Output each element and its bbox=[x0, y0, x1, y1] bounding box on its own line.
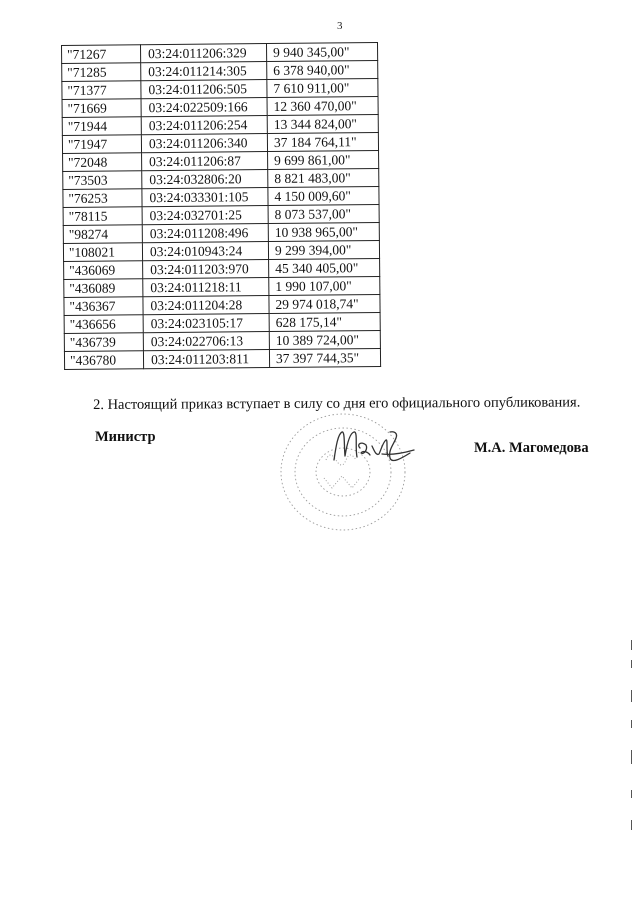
cadastral-value-cell: 12 360 470,00" bbox=[267, 96, 378, 115]
handwritten-signature bbox=[328, 424, 418, 474]
cadastral-number-cell: 03:24:011218:11 bbox=[143, 278, 269, 297]
registry-number-cell: "436089 bbox=[64, 279, 143, 298]
cadastral-value-cell: 8 821 483,00" bbox=[268, 168, 379, 187]
cadastral-number-cell: 03:24:011206:329 bbox=[141, 44, 267, 63]
cadastral-number-cell: 03:24:011206:505 bbox=[141, 80, 267, 99]
cadastral-number-cell: 03:24:023105:17 bbox=[143, 314, 269, 333]
cadastral-number-cell: 03:24:033301:105 bbox=[142, 188, 268, 207]
registry-number-cell: "71947 bbox=[62, 135, 141, 154]
registry-number-cell: "71669 bbox=[62, 99, 141, 118]
registry-number-cell: "76253 bbox=[63, 189, 142, 208]
registry-number-cell: "72048 bbox=[63, 153, 142, 172]
order-clause: 2. Настоящий приказ вступает в силу со дня его официального опубликования. bbox=[93, 394, 581, 413]
registry-number-cell: "98274 bbox=[63, 225, 142, 244]
registry-number-cell: "78115 bbox=[63, 207, 142, 226]
scan-edge-marks bbox=[628, 640, 636, 840]
signer-name: М.А. Магомедова bbox=[474, 440, 589, 456]
cadastral-number-cell: 03:24:011214:305 bbox=[141, 62, 267, 81]
cadastral-value-cell: 45 340 405,00" bbox=[269, 258, 380, 277]
cadastral-value-cell: 10 938 965,00" bbox=[268, 222, 379, 241]
cadastral-number-cell: 03:24:011206:340 bbox=[141, 134, 267, 153]
cadastral-value-cell: 1 990 107,00" bbox=[269, 276, 380, 295]
cadastral-value-cell: 13 344 824,00" bbox=[267, 114, 378, 133]
registry-number-cell: "436739 bbox=[64, 333, 143, 352]
cadastral-number-cell: 03:24:011208:496 bbox=[142, 224, 268, 243]
cadastral-value-cell: 9 299 394,00" bbox=[268, 240, 379, 259]
cadastral-number-cell: 03:24:011204:28 bbox=[143, 296, 269, 315]
cadastral-number-cell: 03:24:022509:166 bbox=[141, 98, 267, 117]
cadastral-number-cell: 03:24:032701:25 bbox=[142, 206, 268, 225]
cadastral-value-cell: 37 184 764,11" bbox=[267, 132, 378, 151]
page-number: 3 bbox=[337, 20, 343, 32]
registry-number-cell: "436656 bbox=[64, 315, 143, 334]
cadastral-value-cell: 8 073 537,00" bbox=[268, 204, 379, 223]
registry-number-cell: "71267 bbox=[62, 45, 141, 64]
cadastral-number-cell: 03:24:011203:970 bbox=[143, 260, 269, 279]
cadastral-value-cell: 4 150 009,60" bbox=[268, 186, 379, 205]
cadastral-number-cell: 03:24:010943:24 bbox=[142, 242, 268, 261]
registry-number-cell: "73503 bbox=[63, 171, 142, 190]
cadastral-value-cell: 9 940 345,00" bbox=[266, 42, 377, 61]
cadastral-value-cell: 37 397 744,35" bbox=[269, 348, 380, 367]
registry-number-cell: "436069 bbox=[64, 261, 143, 280]
cadastral-number-cell: 03:24:011206:254 bbox=[141, 116, 267, 135]
cadastral-value-cell: 7 610 911,00" bbox=[267, 78, 378, 97]
registry-number-cell: "71377 bbox=[62, 81, 141, 100]
cadastral-value-cell: 9 699 861,00" bbox=[268, 150, 379, 169]
registry-number-cell: "436780 bbox=[64, 351, 143, 370]
cadastral-number-cell: 03:24:011203:811 bbox=[143, 350, 269, 369]
registry-number-cell: "436367 bbox=[64, 297, 143, 316]
signer-position: Министр bbox=[95, 429, 156, 445]
cadastral-value-cell: 6 378 940,00" bbox=[267, 60, 378, 79]
registry-number-cell: "71944 bbox=[62, 117, 141, 136]
cadastral-number-cell: 03:24:011206:87 bbox=[142, 152, 268, 171]
registry-number-cell: "108021 bbox=[63, 243, 142, 262]
cadastral-value-cell: 628 175,14" bbox=[269, 312, 380, 331]
cadastral-number-cell: 03:24:032806:20 bbox=[142, 170, 268, 189]
registry-number-cell: "71285 bbox=[62, 63, 141, 82]
cadastral-number-cell: 03:24:022706:13 bbox=[143, 332, 269, 351]
cadastral-value-cell: 10 389 724,00" bbox=[269, 330, 380, 349]
cadastral-value-cell: 29 974 018,74" bbox=[269, 294, 380, 313]
